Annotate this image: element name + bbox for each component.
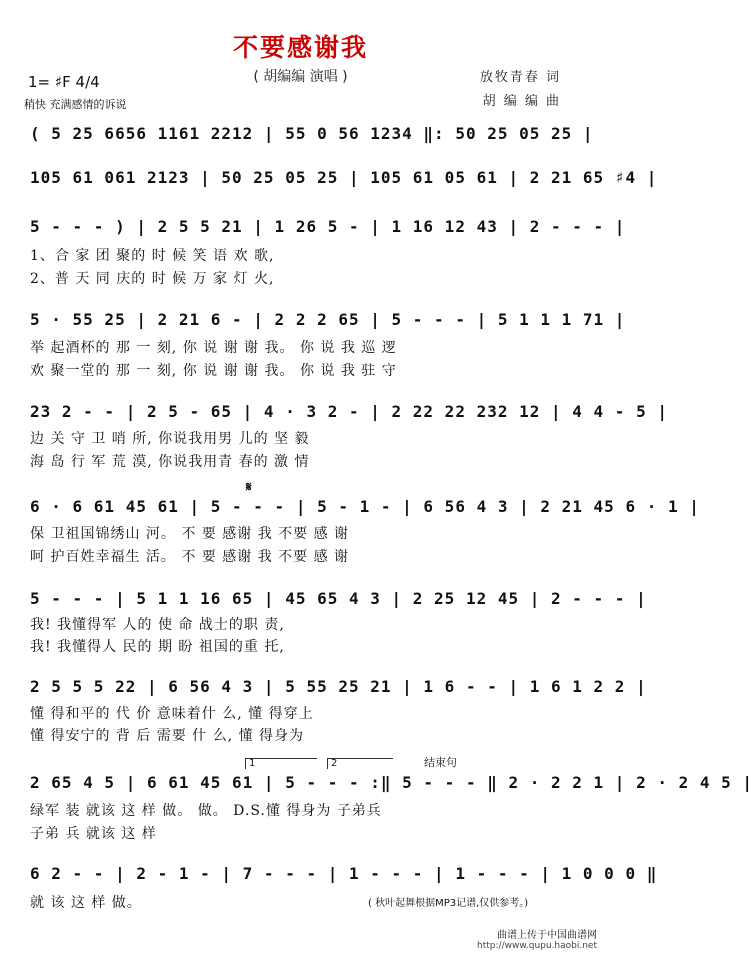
- notation-row: 2 65 4 5 | 6 61 45 61 | 5 - - - :‖ 5 - - - ‖ 2 · 2 2 1 | 2 · 2 4 5 |: [30, 773, 753, 792]
- lyric-verse-1: 就 该 这 样 做。: [30, 895, 142, 911]
- tempo-marking: 稍快 充满感情的诉说: [24, 98, 127, 111]
- lyric-verse-1: 保 卫祖国锦绣山 河。 不 要 感谢 我 不要 感 谢: [30, 526, 350, 542]
- lyric-verse-2: 欢 聚一堂的 那 一 刻, 你 说 谢 谢 我。 你 说 我 驻 守: [30, 363, 397, 379]
- lyric-verse-2: 呵 护百姓幸福生 活。 不 要 感谢 我 不要 感 谢: [30, 549, 350, 565]
- volta-bracket-1: 1: [245, 758, 317, 769]
- lyric-verse-2: 懂 得安宁的 背 后 需要 什 么, 懂 得身为: [30, 728, 305, 744]
- lyric-verse-1: 1、合 家 团 聚的 时 候 笑 语 欢 歌,: [30, 248, 275, 264]
- notation-row: ( 5 25 6656 1161 2212 | 55 0 56 1234 ‖: 50 25 05 25 |: [30, 124, 594, 143]
- lyric-verse-1: 绿军 装 就该 这 样 做。 做。 D.S.懂 得身为 子弟兵: [30, 803, 382, 819]
- notation-row: 23 2 - - | 2 5 - 65 | 4 · 3 2 - | 2 22 22 232 12 | 4 4 - 5 |: [30, 402, 668, 421]
- volta-bracket-2: 2: [327, 758, 393, 769]
- footer-site-name: 曲谱上传于中国曲谱网: [497, 930, 597, 941]
- lyric-verse-2: 子弟 兵 就该 这 样: [30, 826, 157, 842]
- lyricist-credit: 放牧青春 词: [479, 70, 561, 85]
- composer-credit: 胡 编 编 曲: [482, 94, 561, 109]
- performer-subtitle: ( 胡编编 演唱 ): [253, 69, 348, 85]
- notation-row: 5 - - - | 5 1 1 16 65 | 45 65 4 3 | 2 25 12 45 | 2 - - - |: [30, 589, 647, 608]
- lyric-verse-2: 海 岛 行 军 荒 漠, 你说我用青 春的 激 情: [30, 454, 310, 470]
- lyric-verse-2: 2、普 天 同 庆的 时 候 万 家 灯 火,: [30, 271, 275, 287]
- page-title: 不要感谢我: [232, 33, 368, 62]
- notation-row: 5 - - - ) | 2 5 5 21 | 1 26 5 - | 1 16 12 43 | 2 - - - |: [30, 217, 626, 236]
- key-signature: 1= ♯F 4/4: [28, 73, 100, 91]
- notation-row: 6 2 - - | 2 - 1 - | 7 - - - | 1 - - - | 1 - - - | 1 0 0 0 ‖: [30, 864, 658, 883]
- lyric-verse-1: 我! 我懂得军 人的 使 命 战士的职 责,: [30, 617, 285, 633]
- lyric-verse-1: 边 关 守 卫 哨 所, 你说我用男 儿的 坚 毅: [30, 431, 310, 447]
- notation-row: 2 5 5 5 22 | 6 56 4 3 | 5 55 25 21 | 1 6 - - | 1 6 1 2 2 |: [30, 677, 647, 696]
- segno-sign: 𝄋: [246, 480, 252, 495]
- lyric-verse-1: 举 起酒杯的 那 一 刻, 你 说 谢 谢 我。 你 说 我 巡 逻: [30, 340, 397, 356]
- footer-url[interactable]: http://www.qupu.haobi.net: [477, 941, 597, 951]
- site-footer: [477, 930, 597, 952]
- notation-row: 105 61 061 2123 | 50 25 05 25 | 105 61 05 61 | 2 21 65 ♯4 |: [30, 168, 658, 187]
- lyric-verse-1: 懂 得和平的 代 价 意味着什 么, 懂 得穿上: [30, 706, 314, 722]
- notation-row: 5 · 55 25 | 2 21 6 - | 2 2 2 65 | 5 - - - | 5 1 1 1 71 |: [30, 310, 626, 329]
- notation-row: 6 · 6 61 45 61 | 5 - - - | 5 - 1 - | 6 56 4 3 | 2 21 45 6 · 1 |: [30, 497, 700, 516]
- lyric-verse-2: 我! 我懂得人 民的 期 盼 祖国的重 托,: [30, 639, 285, 655]
- ending-label: 结束句: [424, 756, 457, 769]
- transcription-note: ( 秋叶起舞根据MP3记谱,仅供参考。): [368, 898, 529, 909]
